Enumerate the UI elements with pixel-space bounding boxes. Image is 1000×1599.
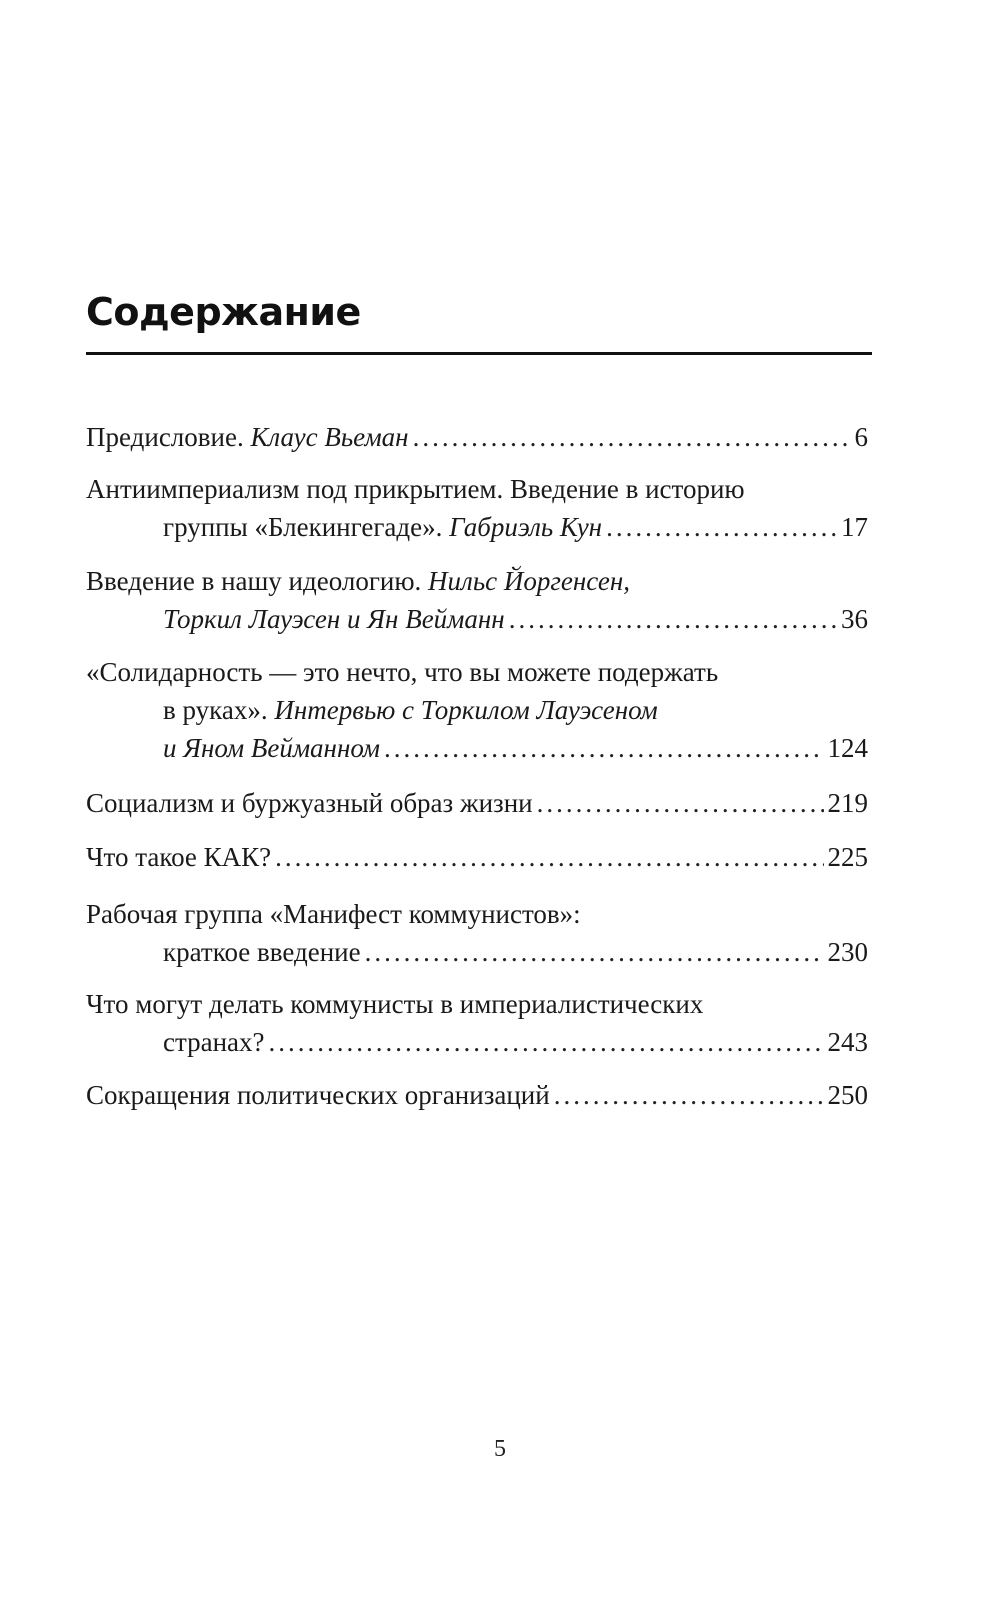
page-number: 5 [494, 1436, 506, 1462]
toc-entry[interactable] [86, 470, 868, 546]
dot-leader [365, 933, 824, 971]
entry-title [163, 1023, 265, 1061]
dot-leader [509, 600, 837, 638]
entry-title-text: Рабочая группа «Манифест коммунистов»: [86, 899, 581, 929]
entry-author: Интервью с Торкилом Лауэсеном [274, 695, 658, 725]
entry-title-text: Антиимпериализм под прикрытием. Введение в историю [86, 474, 745, 504]
dot-leader [554, 1076, 824, 1114]
entry-author: Торкил Лауэсен и Ян Вейманн [163, 604, 505, 634]
toc-entry-line [86, 933, 868, 971]
entry-title-text: Что такое КАК? [86, 842, 272, 872]
toc-entry-line [86, 418, 868, 456]
entry-author: Габриэль Кун [449, 512, 603, 542]
entry-title [86, 899, 581, 929]
entry-title-text: Введение в нашу идеологию. [86, 566, 429, 596]
entry-title-text: в руках». [163, 695, 275, 725]
entry-page-number: 243 [827, 1027, 868, 1057]
dot-leader [413, 418, 851, 456]
entry-title [163, 508, 602, 546]
entry-page-number: 219 [827, 788, 868, 818]
entry-title [86, 418, 409, 456]
entry-title [86, 989, 703, 1019]
entry-page-number: 225 [827, 842, 868, 872]
entry-title [163, 933, 361, 971]
toc-entry-line [86, 508, 868, 546]
entry-title [86, 657, 718, 687]
toc-entry[interactable] [86, 1076, 868, 1114]
entry-page-number: 250 [827, 1080, 868, 1110]
toc-entry-line [86, 838, 868, 876]
entry-title-text: Предисловие. [86, 422, 251, 452]
entry-title-text: Что могут делать коммунисты в империалистических [86, 989, 704, 1019]
toc-entry[interactable] [86, 562, 868, 638]
entry-title [163, 695, 658, 725]
dot-leader [384, 729, 823, 767]
toc-entry-line [86, 600, 868, 638]
dot-leader [275, 838, 823, 876]
entry-title-text: краткое введение [163, 937, 361, 967]
entry-author: и Яном Вейманном [163, 733, 381, 763]
entry-title [86, 474, 745, 504]
entry-title [86, 566, 630, 596]
entry-title-text: Сокращения политических организаций [86, 1080, 550, 1110]
toc-entry-line [86, 985, 868, 1023]
dot-leader [269, 1023, 824, 1061]
entry-page-number: 36 [841, 604, 868, 634]
toc-entry[interactable] [86, 418, 868, 456]
toc-entry-line [86, 562, 868, 600]
toc-entry[interactable] [86, 784, 868, 822]
toc-entry-line [86, 895, 868, 933]
dot-leader [537, 784, 824, 822]
toc-entry[interactable] [86, 985, 868, 1061]
entry-page-number: 230 [827, 937, 868, 967]
toc-entry-line [86, 1023, 868, 1061]
toc-entry-line [86, 784, 868, 822]
entry-page-number: 124 [827, 733, 868, 763]
entry-title [163, 600, 505, 638]
toc-entry-line [86, 1076, 868, 1114]
entry-title-text: группы «Блекингегаде». [163, 512, 450, 542]
toc-heading: Содержание [86, 290, 361, 334]
entry-page-number: 17 [841, 512, 868, 542]
heading-rule [86, 352, 872, 355]
toc-entry[interactable] [86, 838, 868, 876]
toc-entry-line [86, 729, 868, 767]
toc-entry-line [86, 653, 868, 691]
entry-title [86, 784, 533, 822]
dot-leader [606, 508, 837, 546]
entry-title [163, 729, 380, 767]
entry-title [86, 838, 271, 876]
toc-entry-line [86, 470, 868, 508]
entry-title-text: «Солидарность — это нечто, что вы можете подержать [86, 657, 719, 687]
entry-page-number: 6 [854, 422, 868, 452]
toc-entry-line [86, 691, 868, 729]
entry-author: Нильс Йоргенсен, [428, 566, 631, 596]
toc-entry[interactable] [86, 895, 868, 971]
toc-entry[interactable] [86, 653, 868, 767]
entry-author: Клаус Вьеман [250, 422, 409, 452]
entry-title [86, 1076, 550, 1114]
entry-title-text: странах? [163, 1027, 265, 1057]
entry-title-text: Социализм и буржуазный образ жизни [86, 788, 533, 818]
